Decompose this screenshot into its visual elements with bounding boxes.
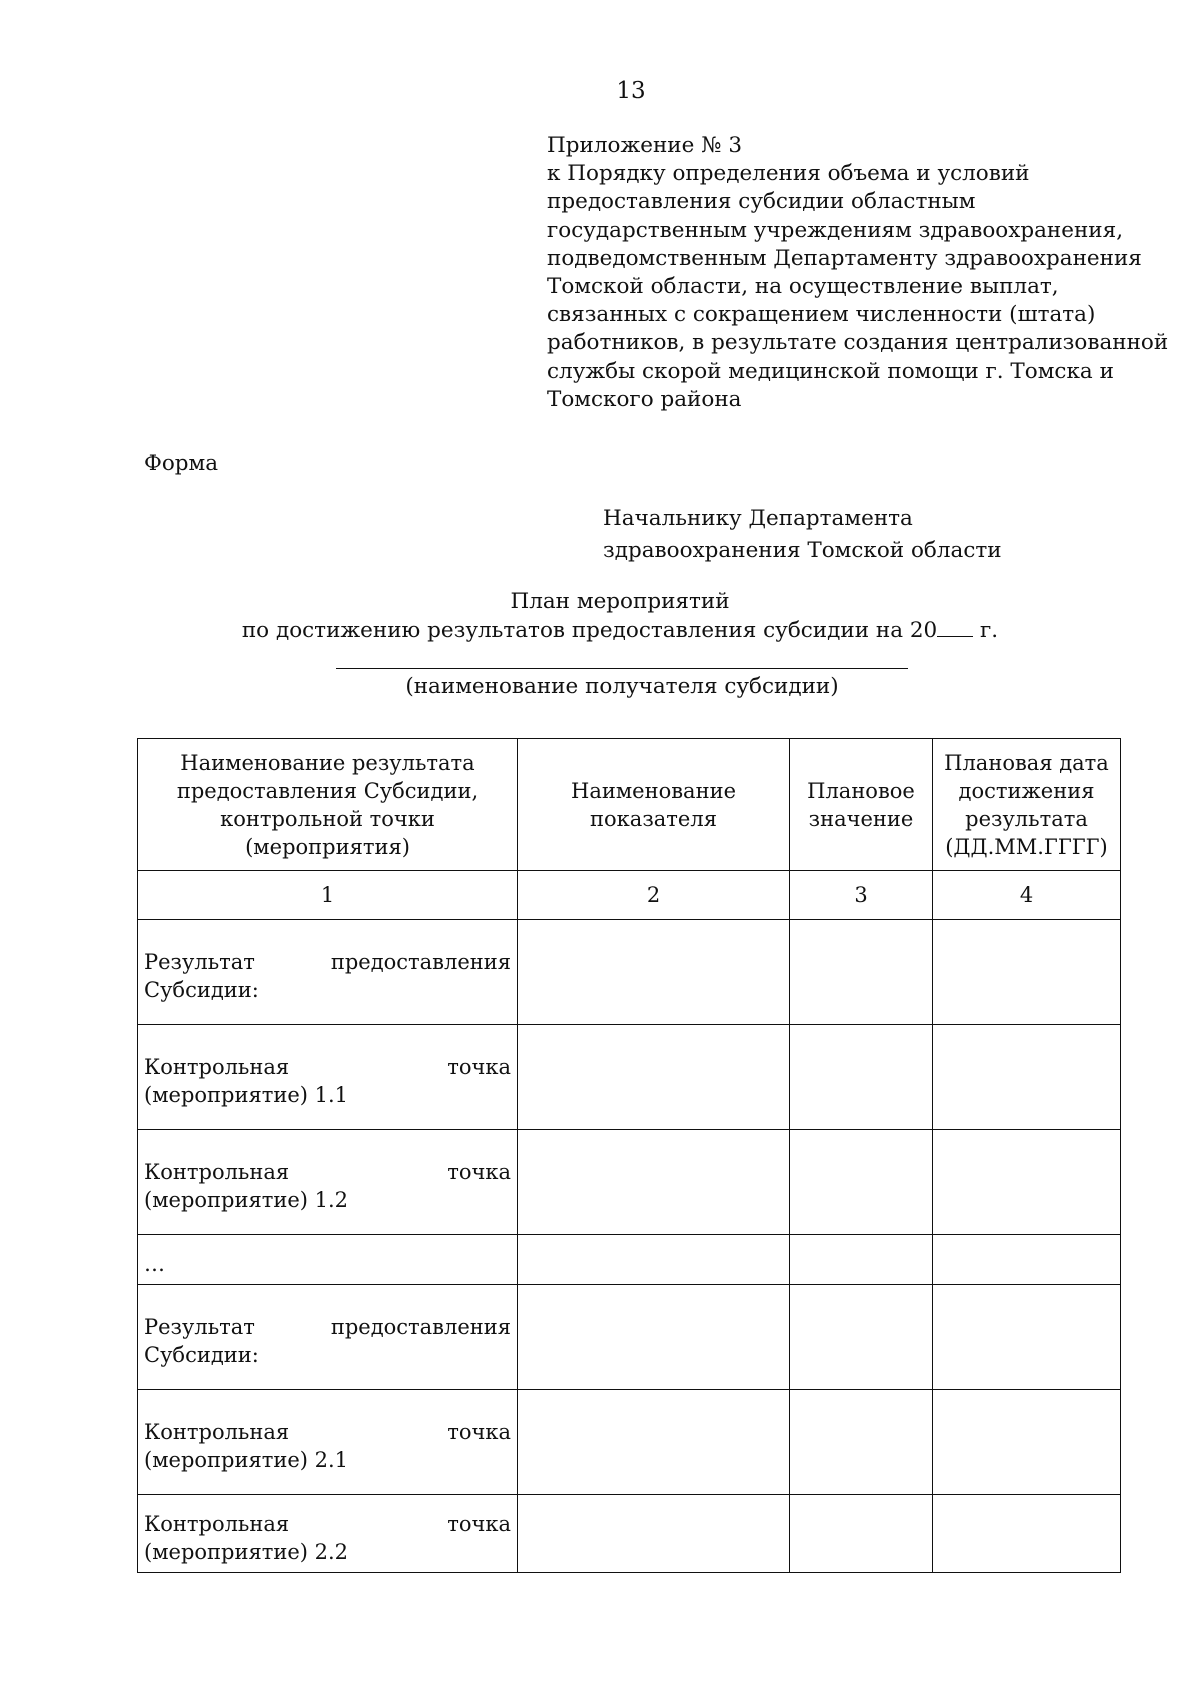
recipient-name-line [336,668,908,669]
plan-subtitle-prefix: по достижению результатов предоставления субсидии на 20 [241,618,938,643]
year-blank [937,618,973,637]
row-label: Контрольная точка (мероприятие) 1.1 [138,1025,518,1130]
table-row [138,1130,1121,1235]
table-row [138,1025,1121,1130]
planned-value-cell[interactable] [790,1390,933,1495]
planned-value-cell[interactable] [790,1495,933,1573]
table-row [138,1495,1121,1573]
indicator-cell[interactable] [518,1285,790,1390]
appendix-line: государственным учреждениям здравоохранения, [547,217,1124,243]
column-number-row [138,871,1121,920]
indicator-cell[interactable] [518,1025,790,1130]
plan-subtitle-suffix: г. [973,618,999,643]
indicator-cell[interactable] [518,920,790,1025]
planned-date-cell[interactable] [933,1390,1121,1495]
form-label: Форма [144,451,219,476]
addressee-line: Начальнику Департамента [603,506,913,531]
planned-date-cell[interactable] [933,1285,1121,1390]
appendix-block [547,132,1187,414]
page-number: 13 [616,78,646,104]
appendix-line: службы скорой медицинской помощи г. Томска и [547,358,1114,384]
appendix-line: Томского района [547,386,742,412]
row-label: Контрольная точка (мероприятие) 2.1 [138,1390,518,1495]
table-row [138,920,1121,1025]
planned-date-cell[interactable] [933,920,1121,1025]
indicator-cell[interactable] [518,1130,790,1235]
planned-date-cell[interactable] [933,1235,1121,1285]
indicator-cell[interactable] [518,1390,790,1495]
table-row [138,1235,1121,1285]
indicator-cell[interactable] [518,1235,790,1285]
recipient-caption: (наименование получателя субсидии) [405,674,839,699]
planned-date-cell[interactable] [933,1025,1121,1130]
row-label: … [138,1235,518,1285]
plan-heading [0,587,1200,645]
header-planned-value: Плановое значение [790,739,933,871]
appendix-line: Приложение № 3 [547,133,743,158]
planned-value-cell[interactable] [790,920,933,1025]
plan-table [137,738,1121,1573]
table-row [138,1285,1121,1390]
row-label: Результат предоставления Субсидии: [138,920,518,1025]
planned-date-cell[interactable] [933,1495,1121,1573]
appendix-line: подведомственным Департаменту здравоохранения [547,245,1142,271]
column-number: 3 [790,871,933,920]
row-label: Контрольная точка (мероприятие) 2.2 [138,1495,518,1573]
appendix-line: Томской области, на осуществление выплат, [547,274,1059,300]
appendix-line: работников, в результате создания централизованной [547,330,1169,356]
planned-value-cell[interactable] [790,1025,933,1130]
planned-value-cell[interactable] [790,1130,933,1235]
row-label: Результат предоставления Субсидии: [138,1285,518,1390]
header-result-name: Наименование результата предоставления Субсидии, контрольной точки (мероприятия) [138,739,518,871]
table-header-row [138,739,1121,871]
header-planned-date: Плановая дата достижения результата (ДД.ММ.ГГГГ) [933,739,1121,871]
plan-title: План мероприятий [510,589,730,614]
column-number: 4 [933,871,1121,920]
table-row [138,1390,1121,1495]
addressee-block [603,503,1002,567]
indicator-cell[interactable] [518,1495,790,1573]
row-label: Контрольная точка (мероприятие) 1.2 [138,1130,518,1235]
header-indicator-name: Наименование показателя [518,739,790,871]
column-number: 1 [138,871,518,920]
planned-value-cell[interactable] [790,1285,933,1390]
appendix-line: связанных с сокращением численности (штата) [547,302,1096,328]
plan-subtitle [0,616,1200,645]
addressee-line: здравоохранения Томской области [603,538,1002,563]
appendix-line: предоставления субсидии областным [547,189,976,215]
column-number: 2 [518,871,790,920]
appendix-line: к Порядку определения объема и условий [547,161,1030,187]
planned-date-cell[interactable] [933,1130,1121,1235]
planned-value-cell[interactable] [790,1235,933,1285]
